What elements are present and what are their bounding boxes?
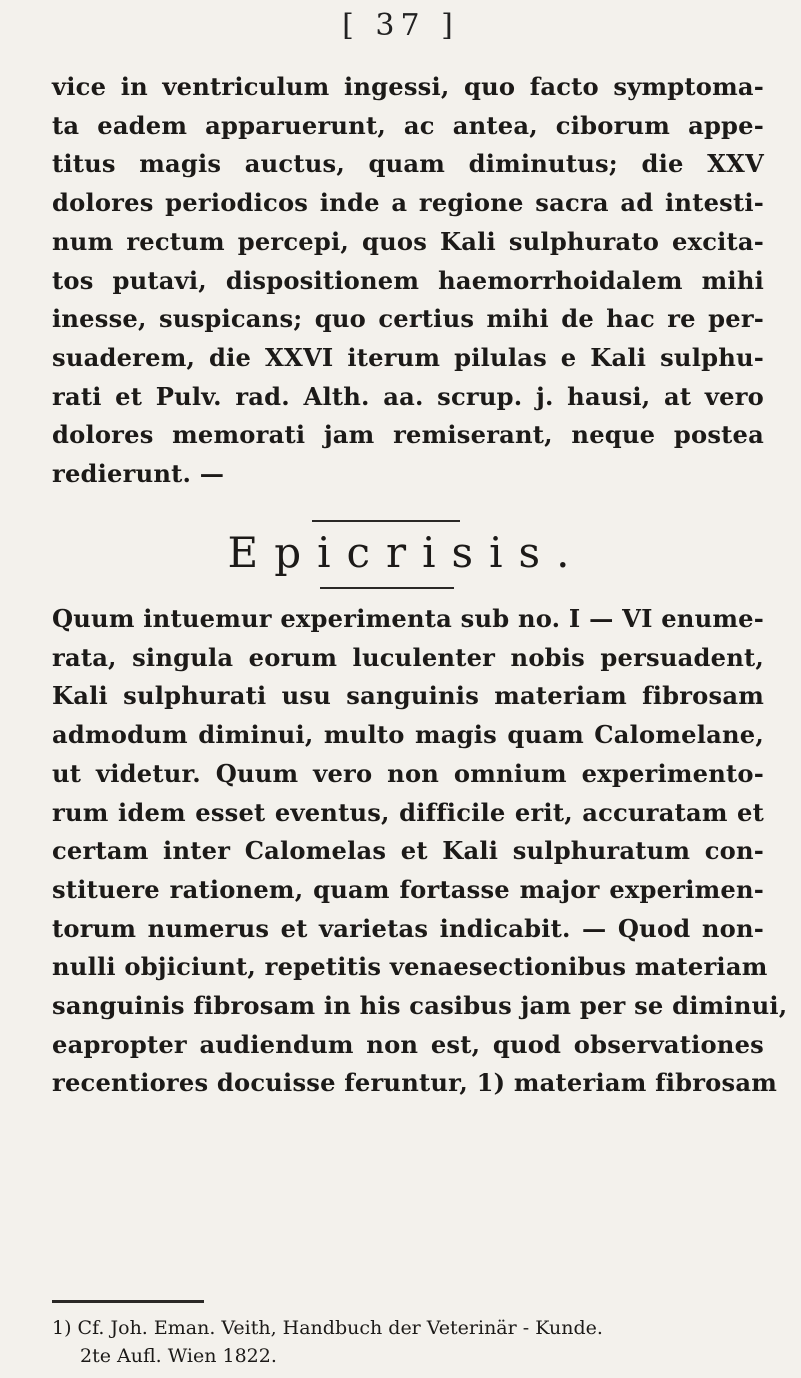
text-line: nulli objiciunt, repetitis venaesectionibus materiam [52,952,768,982]
text-line: certam inter Calomelas et Kali sulphuratum con- [52,836,764,866]
text-line: rum idem esset eventus, difficile erit, accuratam et [52,797,764,827]
text-line: torum numerus et varietas indicabit. — Quod non- [52,913,764,943]
text-line: Kali sulphurati usu sanguinis materiam fibrosam [52,681,764,711]
text-line: titus magis auctus, quam diminutus; die XXV [52,149,764,179]
paragraph-case-report [52,68,764,494]
text-line: vice in ventriculum ingessi, quo facto symptoma- [52,72,764,101]
text-line: suaderem, die XXVI iterum pilulas e Kali sulphu- [52,342,764,372]
footnote-rule [52,1300,204,1303]
footnote-line: 2te Aufl. Wien 1822. [80,1345,277,1367]
text-line: sanguinis fibrosam in his casibus jam per se diminui, [52,991,788,1021]
text-line: stituere rationem, quam fortasse major experimen- [52,874,764,904]
paragraph-epicrisis [52,600,788,1103]
text-line: eapropter audiendum non est, quod observationes [52,1029,764,1059]
text-line: dolores memorati jam remiserant, neque postea [52,420,764,450]
text-line: num rectum percepi, quos Kali sulphurato excita- [52,226,764,256]
heading-rule-top [312,520,460,522]
page-number: [ 37 ] [342,8,459,43]
text-line: ut videtur. Quum vero non omnium experimento- [52,758,764,788]
heading-rule-bottom [320,587,454,589]
section-heading: Epicrisis. [227,528,586,577]
text-line: inesse, suspicans; quo certius mihi de hac re per- [52,304,764,334]
text-line: recentiores docuisse feruntur, 1) materiam fibrosam [52,1068,777,1098]
footnote-line: 1) Cf. Joh. Eman. Veith, Handbuch der Veterinär - Kunde. [52,1317,603,1339]
text-line: Quum intuemur experimenta sub no. I — VI enume- [52,604,764,633]
text-line: ta eadem apparuerunt, ac antea, ciborum appe- [52,110,764,140]
text-line: rata, singula eorum luculenter nobis persuadent, [52,642,764,672]
text-line: rati et Pulv. rad. Alth. aa. scrup. j. hausi, at vero [52,381,764,411]
footnote [52,1314,772,1370]
text-line: dolores periodicos inde a regione sacra ad intesti- [52,188,764,218]
text-line: redierunt. — [52,459,225,489]
text-line: tos putavi, dispositionem haemorrhoidalem mihi [52,265,764,295]
text-line: admodum diminui, multo magis quam Calomelane, [52,720,764,750]
